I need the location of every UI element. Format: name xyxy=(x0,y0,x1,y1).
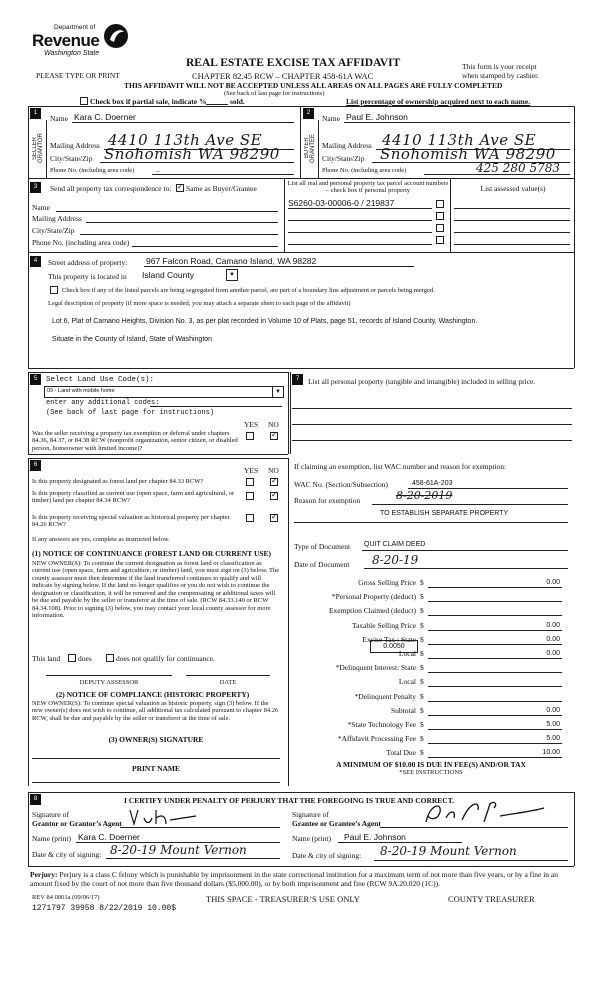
print-name-label: PRINT NAME xyxy=(132,764,180,773)
legal-desc-label: Legal description of property (if more space is needed, you may attach a separate sheet to each page of the affidavit) xyxy=(48,300,351,307)
grantee-sig-label-1: Signature of xyxy=(292,810,329,819)
s5-exemption-question: Was the seller receiving a property tax exemption or deferral under chapters 84.36, 84.37, or 84.38 RCW (nonprofit organization, senior citizen, or disabled person, homeowner with limited income)? xyxy=(32,430,238,452)
buyer-name-label: Name xyxy=(322,114,340,123)
s5-see-back: (See back of last page for instructions) xyxy=(46,409,215,417)
seller-mail-label: Mailing Address xyxy=(50,141,100,150)
fee-label: *State Technology Fee xyxy=(347,720,416,729)
personal-property-cb-2[interactable] xyxy=(436,212,444,220)
deputy-assessor-label: DEPUTY ASSESSOR xyxy=(79,679,139,686)
fee-label: Local xyxy=(398,649,416,658)
fee-dollar-sign: $ xyxy=(420,734,424,743)
county-dropdown-icon[interactable]: ▼ xyxy=(226,269,238,281)
personal-property-cb-3[interactable] xyxy=(436,224,444,232)
perjury-text: Perjury is a class C felony which is punishable by imprisonment in the state correctional institution for a maximum term of not more than five years, or by a fine in an amount fixed by the court of not more than five thousand dollars ($5,000.00), or by both imprisonment and fine (RCW 9A.20.020 (1C)). xyxy=(30,870,558,888)
fee-label: Gross Selling Price xyxy=(358,578,416,587)
fee-label: Total Due xyxy=(386,748,416,757)
fee-dollar-sign: $ xyxy=(420,720,424,729)
section-4-badge: 4 xyxy=(30,256,41,267)
seller-city: Snohomish WA 98290 xyxy=(104,145,280,163)
fee-value: 0.00 xyxy=(546,707,560,714)
seller-city-label: City/State/Zip xyxy=(50,154,93,163)
street-address: 967 Falcon Road, Camano Island, WA 98282 xyxy=(146,256,317,266)
see-back-text: (See back of last page for instructions) xyxy=(224,90,325,97)
s6-no: NO xyxy=(268,466,279,475)
notice2-title: (2) NOTICE OF COMPLIANCE (HISTORIC PROPERTY) xyxy=(56,690,250,699)
s6-q1: Is this property designated as forest land per chapter 84.33 RCW? xyxy=(32,478,204,485)
fee-dollar-sign: $ xyxy=(420,606,424,615)
s6-if-yes: If any answers are yes, complete as instructed below. xyxy=(32,536,170,543)
does-not-label: does not qualify for continuance. xyxy=(116,654,215,663)
fee-value: 0.00 xyxy=(546,636,560,643)
reason-label: Reason for exemption xyxy=(294,496,361,505)
partial-sale-label: Check box if partial sale, indicate % xyxy=(90,97,207,106)
does-checkbox[interactable] xyxy=(68,654,76,662)
fee-dollar-sign: $ xyxy=(420,592,424,601)
seller-name: Kara C. Doerner xyxy=(74,112,136,122)
s5-exemption-yes[interactable] xyxy=(246,432,254,440)
grantor-date-label: Date & city of signing: xyxy=(32,850,102,859)
cashier-stamp: 1271797 39958 8/22/2019 10.00$ xyxy=(32,904,177,913)
reason-struck: 8-20-2019 xyxy=(396,489,453,502)
segregated-label: Check box if any of the listed parcels are being segregated from another parcel, are part of a boundary line adjustment or parcels being merged. xyxy=(62,287,435,294)
notice2-body: NEW OWNER(S): To continue special valuation as historic property, sign (3) below. If the new owner(s) does not wish to continue, all additional tax calculated pursuant to chapter 84.26 RCW, shall be due and payable by the seller or transferor at the time of sale. xyxy=(32,700,279,722)
segregated-checkbox[interactable] xyxy=(50,286,58,294)
s6-q1-yes[interactable] xyxy=(246,478,254,486)
fee-value: 10.00 xyxy=(542,749,560,756)
certify-text: I CERTIFY UNDER PENALTY OF PERJURY THAT THE FOREGOING IS TRUE AND CORRECT. xyxy=(124,796,455,805)
pct-list-label: List percentage of ownership acquired next to each name. xyxy=(346,97,531,106)
exemption-label: If claiming an exemption, list WAC number and reason for exemption: xyxy=(294,462,507,471)
buyer-phone: 425 280 5783 xyxy=(476,161,560,175)
does-not-checkbox[interactable] xyxy=(106,654,114,662)
legal-desc-line1: Lot 6, Plat of Camano Heights, Division No. 3, as per plat recorded in Volume 10 of Plats, page 51, records of Island County, Washington. xyxy=(52,318,478,325)
section-6-badge: 6 xyxy=(30,460,41,471)
grantor-sig-label-2: Grantor or Grantor’s Agent xyxy=(32,819,122,828)
section-7-badge: 7 xyxy=(292,374,303,385)
doc-date-label: Date of Document xyxy=(294,560,350,569)
s3-mail-label: Mailing Address xyxy=(32,214,82,223)
fee-value: 0.00 xyxy=(546,650,560,657)
grantee-sig-label-2: Grantee or Grantee’s Agent xyxy=(292,819,381,828)
receipt-line1: This form is your receipt xyxy=(462,62,537,71)
grantor-date-value: 8-20-19 Mount Vernon xyxy=(110,843,247,857)
seller-name-label: Name xyxy=(50,114,68,123)
section-1-badge: 1 xyxy=(30,108,41,119)
section-8-badge: 8 xyxy=(30,794,41,805)
dept-of-text: Department of xyxy=(54,24,96,31)
parcel-number: S6260-03-00006-0 / 219837 xyxy=(288,198,395,208)
see-instructions: *SEE INSTRUCTIONS xyxy=(399,769,463,776)
does-label: does xyxy=(78,654,92,663)
owner-sig-label: (3) OWNER(S) SIGNATURE xyxy=(108,735,204,744)
s3-name-label: Name xyxy=(32,203,50,212)
wac-label: WAC No. (Section/Subsection) xyxy=(294,480,388,489)
this-land-label: This land xyxy=(32,654,61,663)
doc-date-value: 8-20-19 xyxy=(372,553,419,567)
grantee-name-label: Name (print) xyxy=(292,834,331,843)
legal-desc-line2: Situate in the County of Island, State of Washington xyxy=(52,336,213,343)
same-as-buyer-checkbox[interactable] xyxy=(176,184,184,192)
street-label: Street address of property: xyxy=(48,258,128,267)
fee-label: Local xyxy=(398,677,416,686)
minimum-due: A MINIMUM OF $10.00 IS DUE IN FEE(S) AND/OR TAX xyxy=(336,760,526,769)
located-label: This property is located in xyxy=(48,272,127,281)
grantee-date-label: Date & city of signing: xyxy=(292,851,362,860)
sold-label: sold. xyxy=(230,97,245,106)
seller-phone-label: Phone No. (including area code) xyxy=(50,167,135,174)
fee-label: *Personal Property (deduct) xyxy=(331,592,416,601)
fee-dollar-sign: $ xyxy=(420,748,424,757)
personal-property-cb-4[interactable] xyxy=(436,236,444,244)
chapter-text: CHAPTER 82.45 RCW – CHAPTER 458-61A WAC xyxy=(192,71,374,81)
rev-number: REV 84 0001a (09/06/17) xyxy=(32,894,100,901)
s5-yes: YES xyxy=(244,420,259,429)
doc-type-value: QUIT CLAIM DEED xyxy=(364,541,426,548)
land-use-select[interactable] xyxy=(44,386,284,398)
fee-label: *Affidavit Processing Fee xyxy=(337,734,416,743)
s6-q2-yes[interactable] xyxy=(246,492,254,500)
parcel-list-header: List all real and personal property tax parcel account numbers – check box if personal property xyxy=(287,180,449,195)
fee-label: Exemption Claimed (deduct) xyxy=(328,606,416,615)
fee-dollar-sign: $ xyxy=(420,635,424,644)
grantor-signature xyxy=(126,806,206,828)
fee-value: 5.00 xyxy=(546,735,560,742)
county-select[interactable]: Island County xyxy=(142,270,194,280)
land-use-label: Select Land Use Code(s): xyxy=(46,376,155,384)
s6-yes: YES xyxy=(244,466,259,475)
buyer-side-label: BUYER GRANTEE xyxy=(304,133,316,163)
deputy-date-label: DATE xyxy=(219,679,237,686)
doc-type-label: Type of Document xyxy=(294,542,351,551)
partial-sale-checkbox[interactable] xyxy=(80,97,88,105)
fee-value: 5.00 xyxy=(546,721,560,728)
wac-value: 458-61A-203 xyxy=(412,480,453,487)
fee-dollar-sign: $ xyxy=(420,692,424,701)
same-as-buyer-label: Same as Buyer/Grantee xyxy=(186,184,257,193)
dor-swoosh-icon xyxy=(102,22,130,50)
s6-q2-no[interactable] xyxy=(270,492,278,500)
grantor-name-label: Name (print) xyxy=(32,834,71,843)
fee-label: Taxable Selling Price xyxy=(351,621,416,630)
dor-logo xyxy=(30,16,140,64)
s6-q3-yes[interactable] xyxy=(246,514,254,522)
buyer-phone-label: Phone No. (including area code) xyxy=(322,167,407,174)
buyer-city-label: City/State/Zip xyxy=(322,154,365,163)
fee-label: Subtotal xyxy=(390,706,416,715)
s6-q1-no[interactable] xyxy=(270,478,278,486)
fee-label: *Delinquent Penalty xyxy=(354,692,416,701)
fee-dollar-sign: $ xyxy=(420,649,424,658)
local-rate-value: 0.0050 xyxy=(383,643,405,650)
form-title: REAL ESTATE EXCISE TAX AFFIDAVIT xyxy=(186,57,401,69)
fee-dollar-sign: $ xyxy=(420,706,424,715)
land-use-value: 09 - Land with mobile home xyxy=(47,388,115,394)
perjury-label: Perjury: xyxy=(30,870,58,879)
personal-property-label: List all personal property (tangible and intangible) included in selling price. xyxy=(308,377,536,386)
section-5-badge: 5 xyxy=(30,374,41,385)
assessed-header: List assessed value(s) xyxy=(480,184,546,193)
fee-value: 0.00 xyxy=(546,622,560,629)
seller-mail: 4410 113th Ave SE xyxy=(108,131,263,149)
s3-city-label: City/State/Zip xyxy=(32,226,75,235)
local-rate-box[interactable] xyxy=(370,640,418,653)
buyer-mail-label: Mailing Address xyxy=(322,141,372,150)
fee-value: 0.00 xyxy=(546,579,560,586)
revenue-text: Revenue xyxy=(32,31,100,50)
buyer-name: Paul E. Johnson xyxy=(346,112,408,122)
s5-no: NO xyxy=(268,420,279,429)
s3-phone-label: Phone No. (including area code) xyxy=(32,238,130,247)
receipt-line2: when stamped by cashier. xyxy=(462,71,540,80)
grantee-signature xyxy=(420,798,550,828)
fee-dollar-sign: $ xyxy=(420,621,424,630)
notice1-body: NEW OWNER(S): To continue the current designation as forest land or classification as current use (open space, farm and agriculture, or timber) land, you must sign on (3) below. The county assessor must then determine if the land transferred continues to qualify and will indicate by signing below. If the land no longer qualifies or you do not wish to continue the designation or classification, it will be removed and the compensating or additional taxes will be due and payable by the seller or transferor at the time of sale. (RCW 84.33.140 or RCW 84.34.108). Prior to signing (3) below, you may contact your local county assessor for more information. xyxy=(32,560,280,620)
fee-label: Excise Tax : State xyxy=(362,635,416,644)
notice1-title: (1) NOTICE OF CONTINUANCE (FOREST LAND OR CURRENT USE) xyxy=(32,549,272,558)
additional-codes-label: enter any additional codes: xyxy=(46,399,160,407)
seller-phone: – xyxy=(156,166,160,175)
s6-q3: Is this property receiving special valuation as historical property per chapter 84.26 RCW? xyxy=(32,514,230,529)
send-tax-label: Send all property tax correspondence to: xyxy=(50,184,172,193)
buyer-city: Snohomish WA 98290 xyxy=(380,145,556,163)
section-3-badge: 3 xyxy=(30,182,41,193)
s5-exemption-no[interactable] xyxy=(270,432,278,440)
s6-q3-no[interactable] xyxy=(270,514,278,522)
buyer-mail: 4410 113th Ave SE xyxy=(382,131,537,149)
treasurer-only: THIS SPACE - TREASURER’S USE ONLY xyxy=(206,894,360,904)
warning-text: THIS AFFIDAVIT WILL NOT BE ACCEPTED UNLESS ALL AREAS ON ALL PAGES ARE FULLY COMPLETED xyxy=(124,81,503,90)
fee-label: *Delinquent Interest: State xyxy=(335,663,416,672)
fee-dollar-sign: $ xyxy=(420,677,424,686)
section-2-badge: 2 xyxy=(303,108,314,119)
s6-q2: Is this property classified as current use (open space, farm and agricultural, or timber) land per chapter 84.34 RCW? xyxy=(32,490,235,505)
seller-side-label: SELLER GRANTOR xyxy=(32,133,44,163)
reason-value: TO ESTABLISH SEPARATE PROPERTY xyxy=(380,510,509,517)
fee-dollar-sign: $ xyxy=(420,663,424,672)
please-type: PLEASE TYPE OR PRINT xyxy=(36,71,120,80)
grantee-name-value: Paul E. Johnson xyxy=(344,832,406,842)
county-treasurer: COUNTY TREASURER xyxy=(448,894,535,904)
perjury-block xyxy=(30,870,574,888)
fee-dollar-sign: $ xyxy=(420,578,424,587)
land-use-dropdown-icon[interactable]: ▼ xyxy=(272,387,283,397)
personal-property-cb-1[interactable] xyxy=(436,200,444,208)
grantor-sig-label-1: Signature of xyxy=(32,810,69,819)
grantor-name-value: Kara C. Doerner xyxy=(78,832,140,842)
washington-state-text: Washington State xyxy=(44,50,100,57)
grantee-date-value: 8-20-19 Mount Vernon xyxy=(380,844,517,858)
